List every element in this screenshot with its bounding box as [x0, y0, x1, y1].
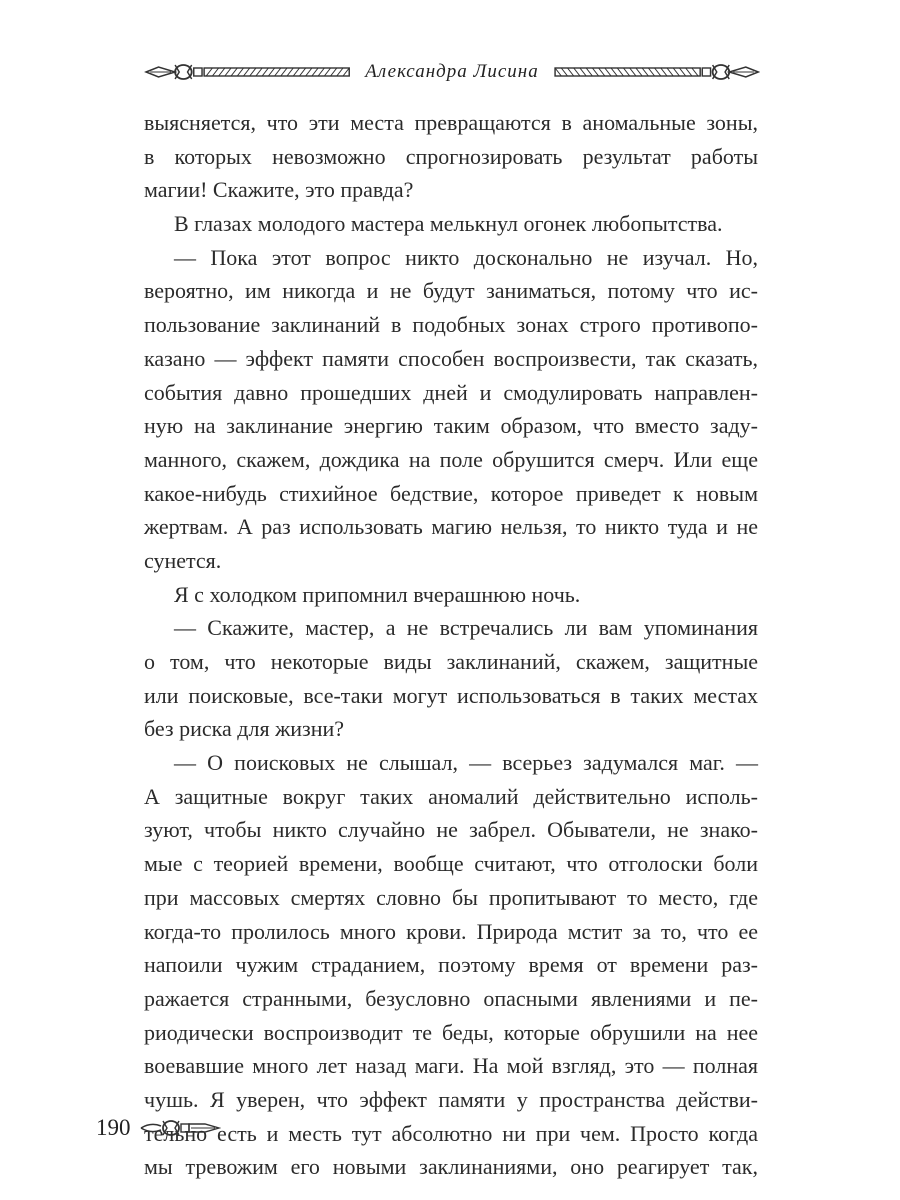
page-footer [96, 1108, 221, 1148]
text-line: казано — эффект памяти способен воспроизвести, так сказать, [144, 345, 758, 371]
text-line: — Скажите, мастер, а не встречались ли вам упоминания [174, 615, 758, 641]
text-line: в которых невозможно спрогнозировать результат работы [144, 143, 758, 169]
page-number: 190 [96, 1115, 131, 1140]
page-body-text [144, 106, 758, 1184]
text-line: — Пока этот вопрос никто досконально не изучал. Но, [174, 244, 758, 270]
text-line: — О поисковых не слышал, — всерьез задумался маг. — [174, 750, 758, 776]
text-line: ражается странными, безусловно опасными явлениями и пе- [144, 985, 758, 1011]
text-line: риодически воспроизводит те беды, которые обрушили на нее [144, 1019, 758, 1045]
author-name: Александра Лисина [365, 61, 539, 82]
right-spear-ornament-icon [553, 57, 760, 87]
text-line: воевавшие много лет назад маги. На мой взгляд, это — полная [144, 1053, 758, 1079]
text-line: пользование заклинаний в подобных зонах строго противопо- [144, 312, 758, 338]
text-line: или поисковые, все-таки могут использоваться в таких местах [144, 682, 758, 708]
running-header [144, 50, 760, 94]
text-line: жертвам. А раз использовать магию нельзя, то никто туда и не [144, 514, 758, 540]
text-line: магии! Скажите, это правда? [144, 177, 414, 203]
text-line: В глазах молодого мастера мелькнул огонек любопытства. [174, 211, 723, 237]
text-line: о том, что некоторые виды заклинаний, скажем, защитные [144, 649, 758, 674]
text-line: напоили чужим страданием, поэтому время от времени раз- [144, 952, 758, 978]
text-line: тельно есть и месть тут абсолютно ни при чем. Просто когда [144, 1120, 758, 1146]
text-line: события давно прошедших дней и смодулировать направлен- [144, 379, 758, 405]
text-line: ную на заклинание энергию таким образом, что вместо заду- [144, 413, 758, 439]
left-spear-ornament-icon [144, 57, 351, 87]
footer-spear-ornament-icon [139, 1113, 221, 1143]
text-line: выясняется, что эти места превращаются в аномальные зоны, [144, 110, 758, 135]
text-line: когда-то пролилось много крови. Природа мстит за то, что ее [144, 918, 758, 944]
text-line: Я с холодком припомнил вчерашнюю ночь. [174, 581, 581, 607]
text-line: без риска для жизни? [144, 716, 345, 742]
text-line: А защитные вокруг таких аномалий действительно исполь- [144, 783, 758, 809]
text-line: зуют, чтобы никто случайно не забрел. Обыватели, не знако- [144, 817, 758, 843]
text-line: при массовых смертях словно бы пропитывают то место, где [144, 884, 758, 910]
text-line: мы тревожим его новыми заклинаниями, оно реагирует так, [144, 1154, 758, 1180]
text-line: вероятно, им никогда и не будут заниматься, потому что ис- [144, 278, 758, 304]
text-line: какое-нибудь стихийное бедствие, которое приведет к новым [144, 480, 758, 506]
text-line: чушь. Я уверен, что эффект памяти у пространства действи- [144, 1086, 758, 1112]
text-line: манного, скажем, дождика на поле обрушится смерч. Или еще [144, 446, 758, 472]
text-line: сунется. [144, 547, 222, 573]
text-line: мые с теорией времени, вообще считают, что отголоски боли [144, 851, 758, 877]
